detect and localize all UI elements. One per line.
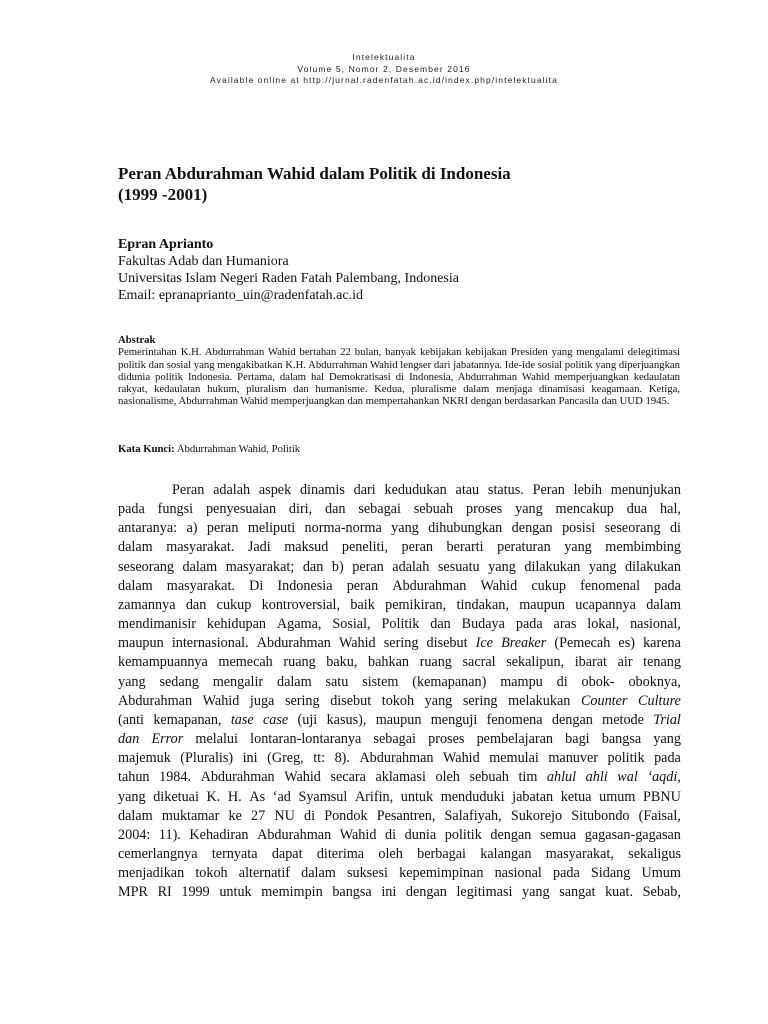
body-word: masyarakat. xyxy=(166,577,235,594)
body-word: case xyxy=(263,711,289,728)
body-word: ini xyxy=(242,750,258,767)
body-word: Indonesia xyxy=(277,577,333,594)
body-word: berbagai xyxy=(417,845,466,862)
body-word: kemampuannya xyxy=(118,654,208,671)
body-word: yang xyxy=(515,501,543,518)
body-word: b) xyxy=(331,558,344,575)
body-word: meliputi xyxy=(247,520,296,537)
body-word: berarti xyxy=(446,539,484,556)
body-word: Abdurahman xyxy=(256,635,331,652)
body-word: Abdurahman xyxy=(392,577,467,594)
body-word: Breaker xyxy=(501,635,547,652)
body-word: dalam xyxy=(301,865,336,882)
body-word: dunia xyxy=(404,826,437,843)
body-word: ‘aqdi, xyxy=(647,769,681,786)
body-word: fungsi xyxy=(157,501,194,518)
body-line xyxy=(118,826,681,845)
body-line xyxy=(118,577,681,596)
journal-availability: Available online at http://jurnal.radenfatah.ac.id/index.php/intelektualita xyxy=(210,75,558,85)
body-word: hal, xyxy=(660,501,681,518)
body-word: Wahid xyxy=(339,826,377,843)
body-word: As xyxy=(249,788,266,805)
body-word: karena xyxy=(643,635,681,652)
body-word: antaranya: xyxy=(118,520,178,537)
body-word: H. xyxy=(227,788,242,805)
body-paragraph xyxy=(118,481,681,902)
body-word: mampu xyxy=(500,673,543,690)
body-word: tindakan, xyxy=(456,596,509,613)
body-word: Arifin, xyxy=(354,788,394,805)
body-word: RI xyxy=(157,884,172,901)
body-word: 1999 xyxy=(181,884,210,901)
article-title-line-1: Peran Abdurahman Wahid dalam Politik di Indonesia xyxy=(118,164,511,183)
body-word: es) xyxy=(618,635,635,652)
body-word: baik xyxy=(350,596,375,613)
body-word: dan xyxy=(302,558,324,575)
body-word: satu xyxy=(325,673,349,690)
body-word: bangsa xyxy=(601,731,642,748)
body-line xyxy=(118,653,681,672)
body-line xyxy=(118,768,681,787)
body-word: dan xyxy=(325,501,346,518)
body-word: oleh xyxy=(435,769,460,786)
body-word: masyarakat, xyxy=(545,845,614,862)
body-word: Wahid xyxy=(480,577,518,594)
body-word: pada xyxy=(654,577,681,594)
body-word: sebagai xyxy=(358,501,401,518)
body-word: Politik xyxy=(381,616,420,633)
body-word: obok- xyxy=(581,673,615,690)
body-word: Kehadiran xyxy=(189,826,249,843)
body-word: ucapannya xyxy=(575,596,636,613)
body-word: sesuatu xyxy=(437,558,480,575)
body-word: manuver xyxy=(548,750,598,767)
body-word: Ice xyxy=(475,635,493,652)
body-word: Counter xyxy=(580,692,628,709)
body-word: 2004: xyxy=(118,826,151,843)
body-word: membimbing xyxy=(605,539,681,556)
body-word: Abdurahman xyxy=(118,692,193,709)
article-title xyxy=(118,163,678,205)
body-word: kedudukan xyxy=(384,482,447,498)
body-line xyxy=(118,864,681,883)
body-word: maupun xyxy=(118,635,164,652)
body-word: tahun xyxy=(118,769,150,786)
body-word: Abdurahman xyxy=(200,769,275,786)
body-line xyxy=(118,788,681,807)
body-word: dua xyxy=(626,501,648,518)
body-word: tt: xyxy=(313,750,326,767)
body-line xyxy=(118,749,681,768)
body-word: di xyxy=(385,826,397,843)
body-word: zamannya xyxy=(118,596,176,613)
body-word: cukup xyxy=(531,577,567,594)
body-word: Sosial, xyxy=(332,616,371,633)
body-word: dalam xyxy=(646,596,681,613)
body-word: di xyxy=(556,673,568,690)
body-word: dilakukan xyxy=(624,558,681,575)
body-word: pada xyxy=(515,616,543,633)
body-word: Trial xyxy=(653,711,681,728)
body-word: tase xyxy=(230,711,254,728)
body-word: nasional xyxy=(494,865,542,882)
body-word: disebut xyxy=(426,635,468,652)
body-word: Agama, xyxy=(276,616,322,633)
body-word: a) xyxy=(186,520,198,537)
body-word: aspek xyxy=(258,482,292,498)
body-word: fenomena xyxy=(486,711,543,728)
body-word: di xyxy=(304,807,316,824)
body-word: di xyxy=(669,520,681,537)
body-word: lokal, xyxy=(587,616,620,633)
body-word: Pondok xyxy=(324,807,368,824)
body-word: sekalipun, xyxy=(506,654,565,671)
body-word: Sukorejo xyxy=(510,807,563,824)
body-word: menjadikan xyxy=(118,865,185,882)
body-word: majemuk xyxy=(118,750,171,767)
body-word: memulai xyxy=(489,750,539,767)
body-word: sering xyxy=(284,692,320,709)
body-word: pada xyxy=(654,750,681,767)
body-word: dengan xyxy=(490,826,532,843)
body-word: (Faisal, xyxy=(638,807,681,824)
body-word: Umum xyxy=(641,865,681,882)
body-word: tenang xyxy=(643,654,681,671)
body-word: ketua xyxy=(560,788,592,805)
body-word: sebagai xyxy=(373,731,416,748)
body-word: tokoh xyxy=(381,692,415,709)
body-word: oleh xyxy=(378,845,403,862)
body-word: pemikiran, xyxy=(385,596,447,613)
body-word: ‘ad xyxy=(272,788,291,805)
body-word: peneliti, xyxy=(341,539,388,556)
body-word: pada xyxy=(552,865,580,882)
body-word: proses xyxy=(466,501,503,518)
article-title-line-2: (1999 -2001) xyxy=(118,185,208,204)
body-word: semua xyxy=(539,826,577,843)
body-word: Sidang xyxy=(590,865,631,882)
body-word: cemerlangnya xyxy=(118,845,198,862)
body-word: bahkan xyxy=(368,654,409,671)
body-word: 11). xyxy=(158,826,181,843)
body-word: Wahid xyxy=(338,635,376,652)
body-word: maupun xyxy=(519,596,565,613)
body-word: Syamsul xyxy=(298,788,348,805)
body-word: (uji xyxy=(297,711,318,728)
body-word: diketuai xyxy=(153,788,199,805)
body-word: juga xyxy=(249,692,275,709)
body-word: sebuah xyxy=(413,501,454,518)
abstract-text: Pemerintahan K.H. Abdurrahman Wahid bertahan 22 bulan, banyak kebijakan kebijakan Presiden yang mengalami delegitimasi politik dan sosial yang mengakibatkan K.H. Abdurrahman Wahid lengser dari jabatannya. Ide-ide sosial politik yang diperjuangkan didunia politik Indonesia. Pertama, dalam hal Demokratisasi di Indonesia, Abdurrahman Wahid memperjuangkan kedaulatan rakyat, kedaulatan hukum, pluralism dan humanisme. Kedua, pluralisme dalam menjaga dinamisasi keagamaan. Ketiga, nasionalisme, Abdurrahman Wahid memperjuangkan dan mempertahankan NKRI dengan berdasarkan Pancasila dan UUD 1945. xyxy=(118,346,680,408)
body-word: yang xyxy=(522,884,550,901)
body-word: sebuah xyxy=(469,769,509,786)
body-word: tokoh xyxy=(195,865,228,882)
body-word: dengan xyxy=(551,711,593,728)
body-word: yang xyxy=(488,558,516,575)
body-word: K. xyxy=(206,788,221,805)
author-block xyxy=(118,236,678,304)
body-line xyxy=(118,673,681,692)
body-word: ibarat xyxy=(574,654,607,671)
body-word: Situbondo xyxy=(571,807,630,824)
body-word: (Greg, xyxy=(267,750,304,767)
body-word: ini xyxy=(381,884,397,901)
body-word: status. xyxy=(487,482,524,498)
body-word: sedang xyxy=(159,673,199,690)
body-word: ruang xyxy=(419,654,452,671)
body-word: kemapanan, xyxy=(153,711,222,728)
journal-header xyxy=(0,52,768,87)
keywords xyxy=(118,443,680,456)
body-word: legitimasi xyxy=(456,884,513,901)
body-word: 8). xyxy=(334,750,350,767)
body-word: sering xyxy=(383,635,419,652)
body-word: dalam xyxy=(118,577,153,594)
body-word: kuat. xyxy=(605,884,634,901)
body-word: disebut xyxy=(330,692,372,709)
body-word: maupun xyxy=(375,711,422,728)
body-word: jabatan xyxy=(512,788,554,805)
body-line xyxy=(118,883,681,902)
body-word: yang xyxy=(653,731,681,748)
body-word: yang xyxy=(424,692,453,709)
body-line xyxy=(118,481,681,500)
keywords-label: Kata Kunci: xyxy=(118,443,175,455)
body-line xyxy=(118,519,681,538)
body-word: mendimanisir xyxy=(118,616,197,633)
body-word: dalam xyxy=(276,673,312,690)
body-word: (anti xyxy=(118,711,144,728)
body-word: kehidupan xyxy=(206,616,267,633)
body-word: muktamar xyxy=(161,807,220,824)
body-line xyxy=(118,845,681,864)
keywords-value: Abdurrahman Wahid, Politik xyxy=(176,443,301,455)
body-word: Abdurahman xyxy=(359,750,434,767)
body-word: 27 xyxy=(251,807,266,824)
body-word: (Pemecah xyxy=(554,635,611,652)
body-word: dalam xyxy=(118,539,153,556)
body-word: oboknya, xyxy=(628,673,681,690)
body-word: dalam xyxy=(118,807,153,824)
body-word: secara xyxy=(330,769,366,786)
body-word: ternyata xyxy=(211,845,258,862)
body-word: Error xyxy=(151,731,184,748)
body-word: MPR xyxy=(118,884,148,901)
body-word: umum xyxy=(599,788,636,805)
body-word: atau xyxy=(455,482,480,498)
body-word: bangsa xyxy=(332,884,372,901)
body-word: kepemimpinan xyxy=(399,865,484,882)
body-word: sering xyxy=(462,692,498,709)
body-word: politik xyxy=(607,750,645,767)
body-word: dan xyxy=(185,596,207,613)
body-word: melakukan xyxy=(508,692,571,709)
body-word: sekaligus xyxy=(628,845,681,862)
body-word: masyarakat. xyxy=(166,539,235,556)
body-word: Abdurahman xyxy=(257,826,332,843)
body-word: adalah xyxy=(392,558,430,575)
body-word: wal xyxy=(617,769,638,786)
body-word: melalui xyxy=(195,731,238,748)
body-word: aklamasi xyxy=(375,769,426,786)
body-word: mengalir xyxy=(212,673,264,690)
body-word: Culture xyxy=(638,692,681,709)
body-word: mencakup xyxy=(555,501,614,518)
body-word: peran xyxy=(401,539,434,556)
body-word: masyarakat; xyxy=(225,558,295,575)
body-word: peran xyxy=(352,558,384,575)
body-word: aras xyxy=(553,616,577,633)
body-word: Peran xyxy=(532,482,565,498)
body-word: maksud xyxy=(284,539,329,556)
body-word: dapat xyxy=(271,845,303,862)
body-word: ke xyxy=(228,807,242,824)
body-word: Jadi xyxy=(247,539,271,556)
body-word: (kemapanan) xyxy=(412,673,487,690)
body-word: menduduki xyxy=(440,788,505,805)
body-word: gagasan-gagasan xyxy=(584,826,681,843)
body-word: lontaran-lontaranya xyxy=(250,731,362,748)
body-word: untuk xyxy=(400,788,434,805)
body-word: sistem xyxy=(362,673,399,690)
journal-name: Intelektualita xyxy=(352,52,416,62)
body-word: penyesuaian xyxy=(205,501,277,518)
body-word: Peran xyxy=(172,482,205,498)
body-word: Salafiyah, xyxy=(444,807,502,824)
body-line xyxy=(118,807,681,826)
body-word: nasional, xyxy=(630,616,681,633)
journal-issue: Volume 5, Nomor 2, Desember 2016 xyxy=(297,63,471,74)
body-word: seseorang xyxy=(118,558,174,575)
body-word: peraturan xyxy=(497,539,551,556)
body-word: posisi xyxy=(562,520,596,537)
body-word: dengan xyxy=(511,520,553,537)
abstract-heading: Abstrak xyxy=(118,334,156,346)
body-word: menunjukan xyxy=(610,482,681,498)
body-word: baku, xyxy=(326,654,358,671)
body-word: dengan xyxy=(405,884,447,901)
body-word: metode xyxy=(602,711,644,728)
body-word: memimpin xyxy=(261,884,323,901)
body-word: dihubungkan xyxy=(428,520,503,537)
body-word: lebih xyxy=(573,482,603,498)
body-word: PBNU xyxy=(642,788,681,805)
body-line xyxy=(118,692,681,711)
body-word: yang xyxy=(564,539,592,556)
body-word: cukup xyxy=(216,596,252,613)
body-line xyxy=(118,711,681,730)
body-word: dilakukan xyxy=(524,558,581,575)
body-word: kasus), xyxy=(326,711,367,728)
body-line xyxy=(118,730,681,749)
body-word: alternatif xyxy=(238,865,290,882)
author-email: Email: epranaprianto_uin@radenfatah.ac.id xyxy=(118,288,363,303)
body-word: yang xyxy=(588,558,617,575)
body-word: peran xyxy=(346,577,379,594)
body-word: Di xyxy=(249,577,264,594)
body-word: dan xyxy=(430,616,451,633)
body-word: proses xyxy=(428,731,465,748)
body-word: Sebab, xyxy=(642,884,681,901)
body-word: peran xyxy=(206,520,239,537)
body-word: ahlul xyxy=(546,769,577,786)
body-word: ruang xyxy=(283,654,316,671)
body-word: (Pluralis) xyxy=(180,750,234,767)
body-word: sacral xyxy=(462,654,496,671)
body-word: suksesi xyxy=(346,865,388,882)
body-word: tim xyxy=(518,769,538,786)
body-word: kontroversial, xyxy=(261,596,341,613)
body-line xyxy=(118,558,681,577)
author-faculty: Fakultas Adab dan Humaniora xyxy=(118,254,289,269)
body-word: adalah xyxy=(213,482,251,498)
body-line xyxy=(118,634,681,653)
body-word: 1984. xyxy=(159,769,192,786)
body-word: dalam xyxy=(182,558,218,575)
body-word: Wahid xyxy=(284,769,321,786)
body-word: memecah xyxy=(218,654,273,671)
body-word: dinamis xyxy=(299,482,345,498)
body-word: menguji xyxy=(430,711,478,728)
body-line xyxy=(118,500,681,519)
body-word: diterima xyxy=(316,845,365,862)
body-word: politik xyxy=(444,826,482,843)
body-word: untuk xyxy=(219,884,252,901)
body-word: pembelajaran xyxy=(476,731,553,748)
body-word: bagi xyxy=(565,731,590,748)
body-word: kalangan xyxy=(480,845,532,862)
body-word: Wahid xyxy=(443,750,480,767)
body-word: Wahid xyxy=(202,692,240,709)
body-word: sangat xyxy=(559,884,596,901)
body-word: NU xyxy=(274,807,295,824)
body-line xyxy=(118,538,681,557)
body-word: diri, xyxy=(288,501,313,518)
body-word: dan xyxy=(118,731,140,748)
body-line xyxy=(118,596,681,615)
body-word: yang xyxy=(118,673,146,690)
body-word: air xyxy=(617,654,633,671)
author-university: Universitas Islam Negeri Raden Fatah Palembang, Indonesia xyxy=(118,271,459,286)
body-word: Pesantren, xyxy=(376,807,436,824)
body-word: yang xyxy=(118,788,146,805)
author-name: Epran Aprianto xyxy=(118,237,214,252)
body-word: Budaya xyxy=(461,616,505,633)
body-word: pada xyxy=(118,501,145,518)
body-word: seseorang xyxy=(604,520,661,537)
abstract-section xyxy=(118,334,680,408)
body-word: internasional. xyxy=(171,635,249,652)
body-word: norma-norma xyxy=(304,520,382,537)
body-line xyxy=(118,615,681,634)
body-word: yang xyxy=(391,520,419,537)
body-word: dari xyxy=(353,482,376,498)
body-word: ahli xyxy=(585,769,608,786)
body-word: fenomenal xyxy=(580,577,641,594)
